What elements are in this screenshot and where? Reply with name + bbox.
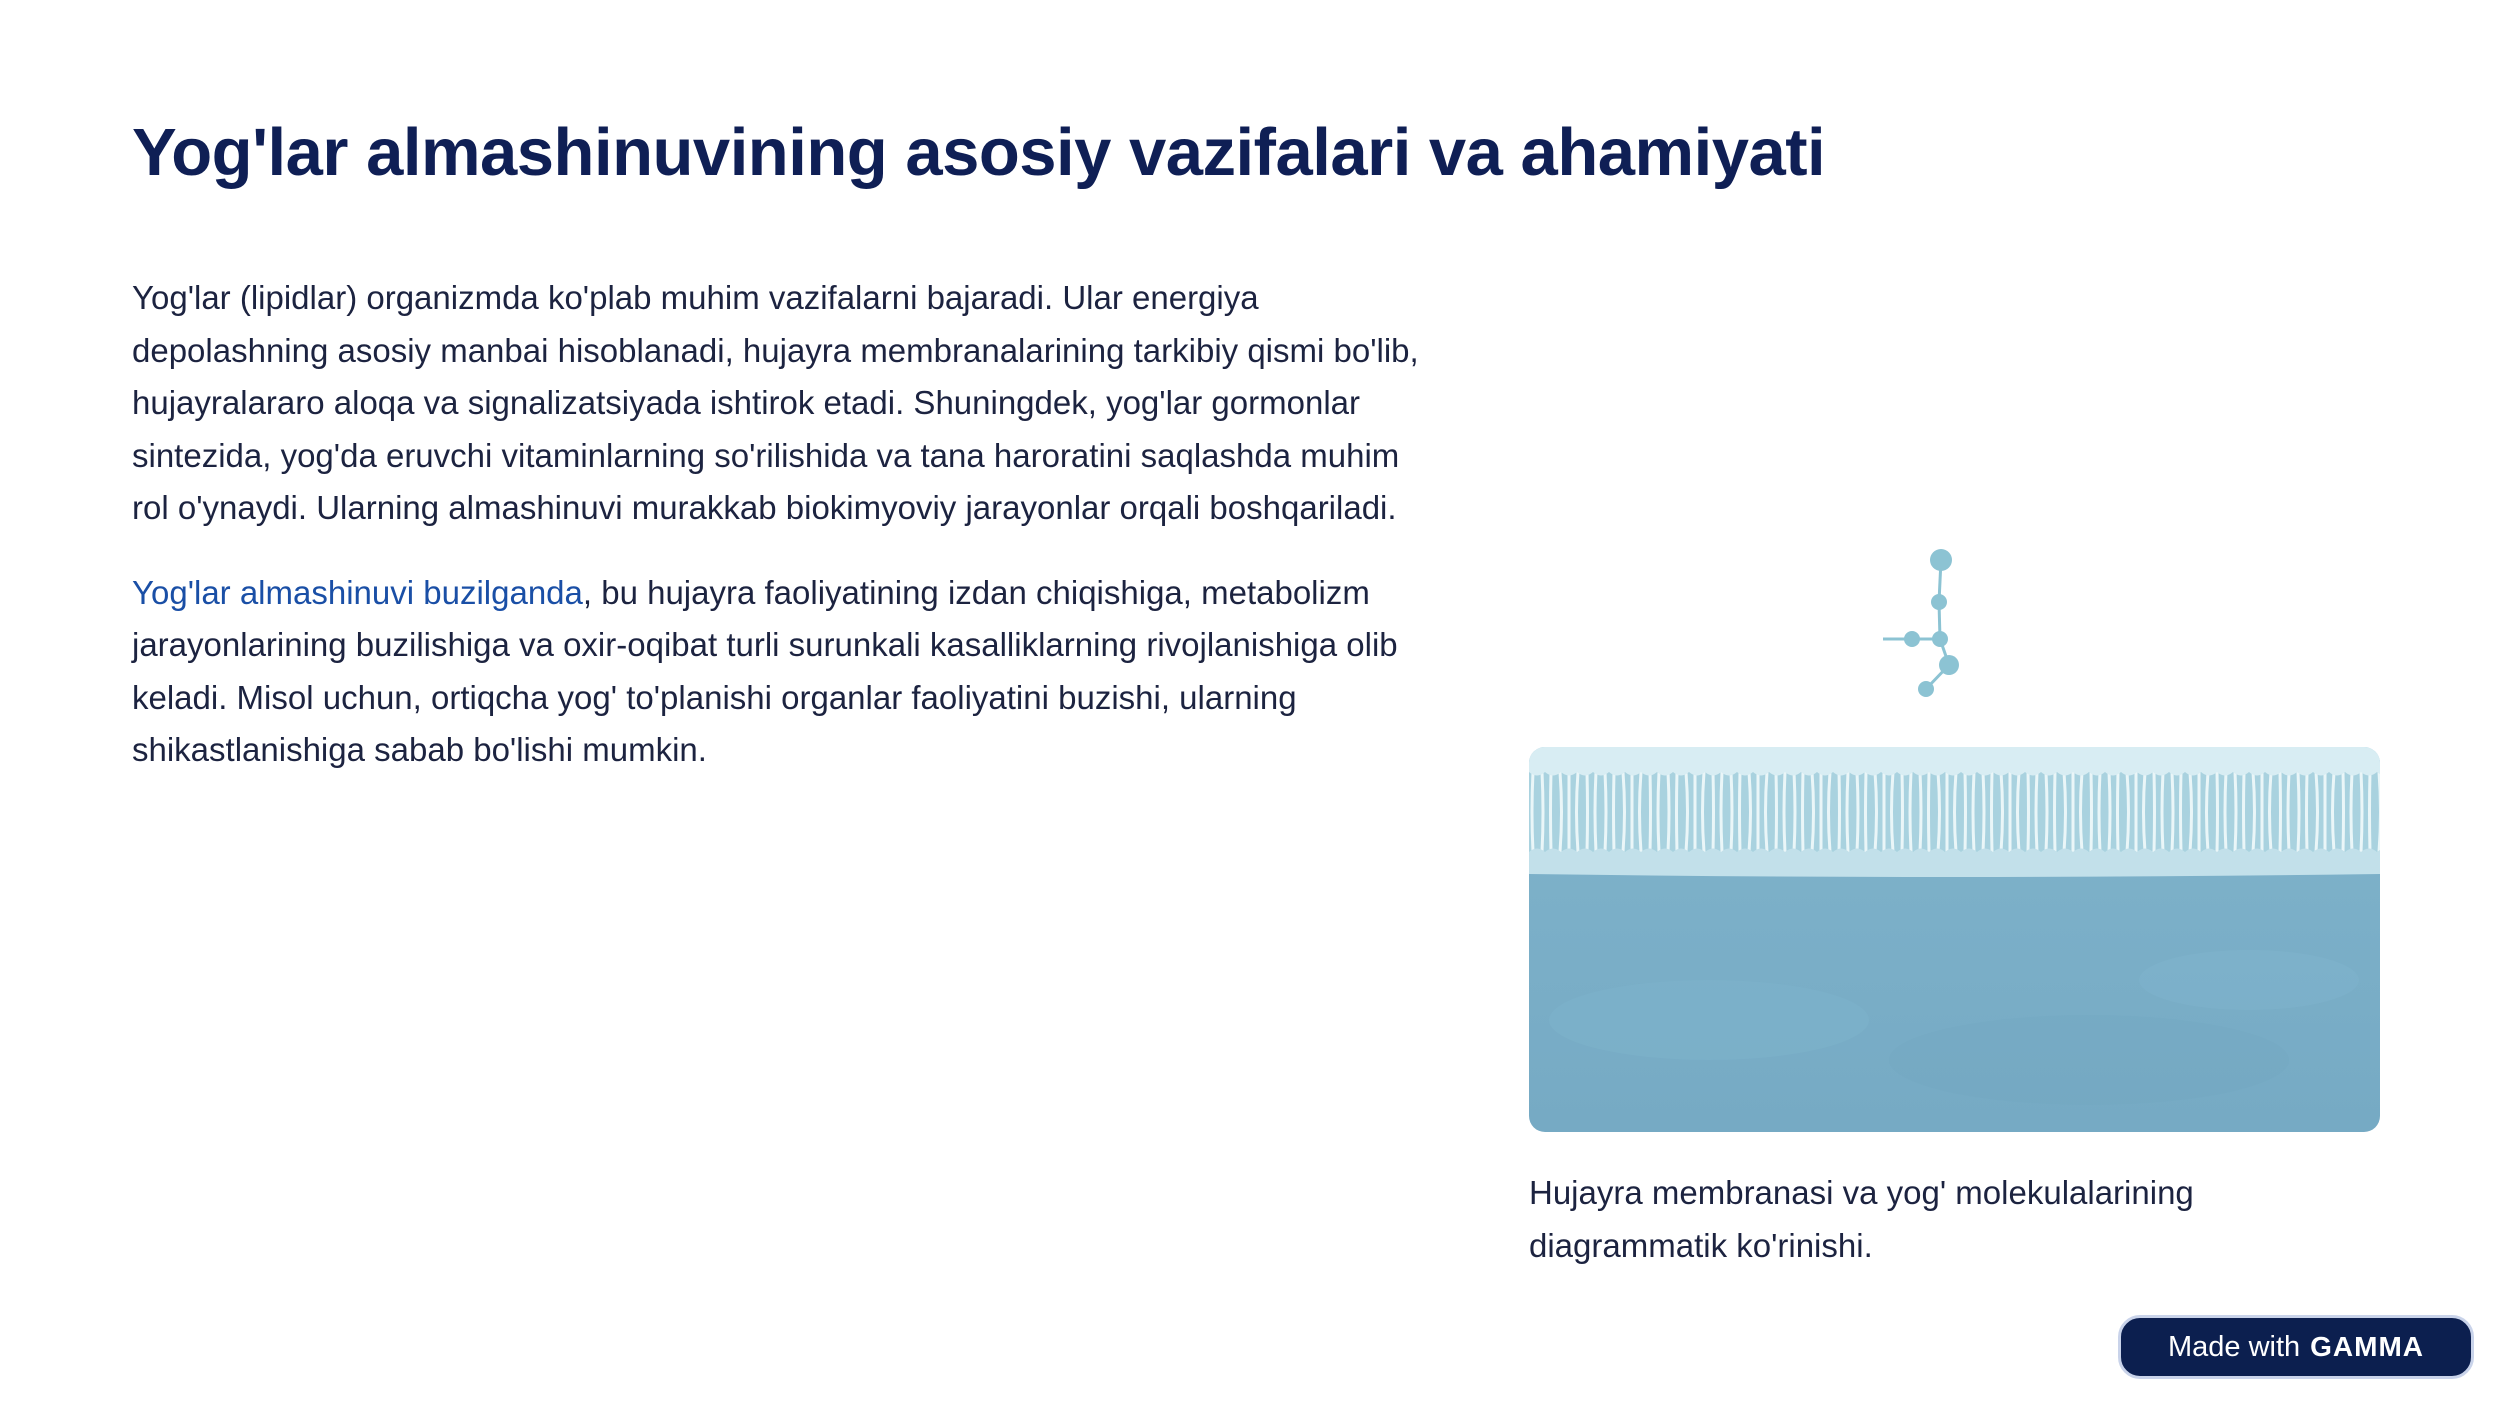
figure-caption: Hujayra membranasi va yog' molekulalarining diagrammatik ko'rinishi. [1529,1174,2194,1264]
paragraph-functions: Yog'lar (lipidlar) organizmda ko'plab muhim vazifalarni bajaradi. Ular energiya depolashning asosiy manbai hisoblanadi, hujayra membranalarining tarkibiy qismi bo'lib, hujayralararo aloqa va signalizatsiyada ishtirok etadi. Shuningdek, yog'lar gormonlar sintezida, yog'da eruvchi vitaminlarning so'rilishida va tana haroratini saqlashda muhim rol o'ynaydi. Ularning almashinuvi murakkab biokimyoviy jarayonlar orqali boshqariladi. [132,279,1419,526]
slide-title: Yog'lar almashinuvining asosiy vazifalari va ahamiyati [132,115,1826,190]
made-with-gamma-badge[interactable] [2118,1315,2474,1379]
gamma-logo: GAMMA [2310,1331,2425,1362]
lipid-molecule-icon [1883,549,1959,697]
body-text [132,272,1442,809]
paragraph-disorders-text: , bu hujayra faoliyatining izdan chiqishiga, metabolizm jarayonlarining buzilishiga va oxir-oqibat turli surunkali kasalliklarning rivojlanishiga olib keladi. Misol uchun, ortiqcha yog' to'planishi organlar faoliyatini buzishi, ularning shikastlanishiga sabab bo'lishi mumkin. [132,573,1398,768]
paragraph-disorders [132,567,1442,777]
metabolism-disorder-link[interactable]: Yog'lar almashinuvi buzilganda [132,573,583,611]
membrane-illustration [1529,540,2380,1132]
badge-prefix: Made with [2167,1330,2301,1363]
cell-membrane [1529,742,2380,1132]
